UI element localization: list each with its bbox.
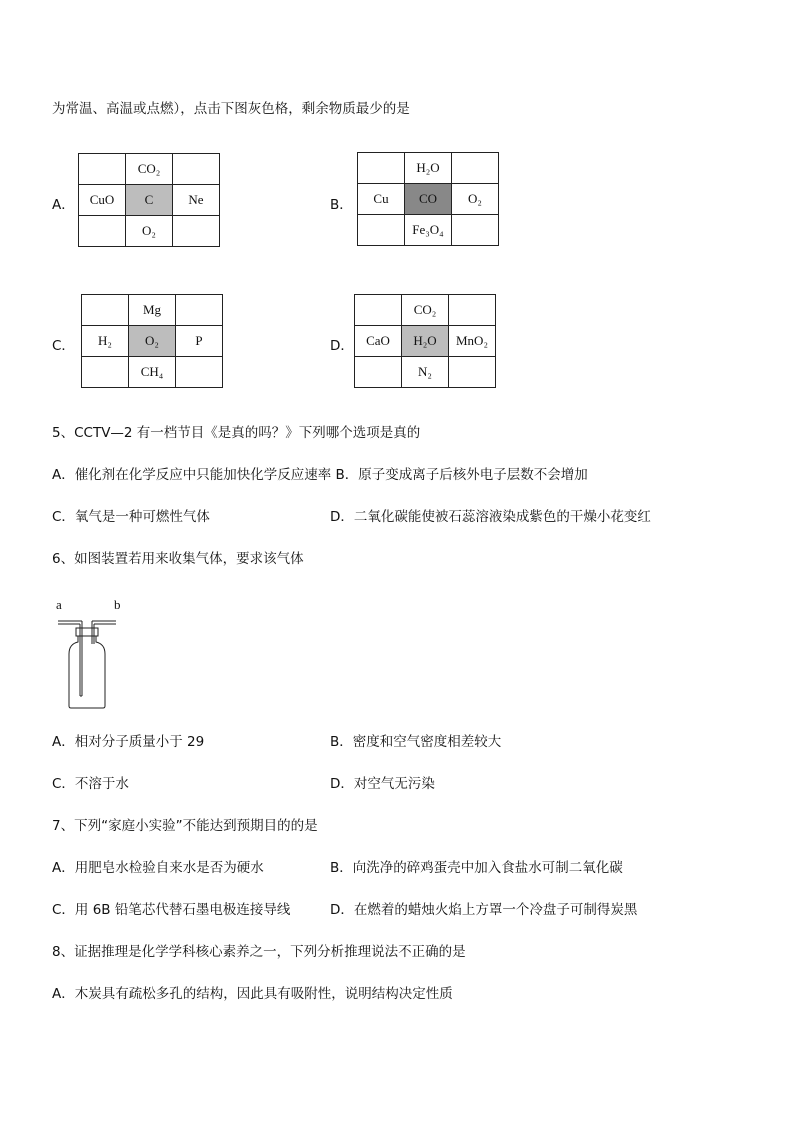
grid-cell-right: MnO₂ [449,326,496,357]
option-label-a[interactable]: A． [52,197,75,213]
grid-cell-bottom: Fe₃O₄ [405,215,452,246]
grid-cell-bottom: CH₄ [129,357,176,388]
grid-cell-top: Mg [129,295,176,326]
question-5-option-c[interactable]: C．氧气是一种可燃性气体 [52,509,210,525]
question-6-option-b[interactable]: B．密度和空气密度相差较大 [330,734,502,750]
option-label-b[interactable]: B． [330,197,353,213]
question-6-option-a[interactable]: A．相对分子质量小于 29 [52,734,205,750]
question-5-stem: 5、CCTV—2 有一档节目《是真的吗？》下列哪个选项是真的 [52,425,421,441]
option-label-d[interactable]: D． [330,338,354,354]
question-5-options-ab[interactable]: A．催化剂在化学反应中只能加快化学反应速率 B．原子变成离子后核外电子层数不会增加 [52,467,588,483]
grid-cell-left: CaO [355,326,402,357]
grid-cell-left: Cu [358,184,405,215]
grid-option-d[interactable] [354,294,496,388]
gas-bottle-figure [52,612,122,710]
figure-label-b: b [114,597,121,612]
question-6-option-c[interactable]: C．不溶于水 [52,776,129,792]
question-6-option-d[interactable]: D．对空气无污染 [330,776,435,792]
grid-option-a[interactable] [78,153,220,247]
question-8-option-a[interactable]: A．木炭具有疏松多孔的结构，因此具有吸附性，说明结构决定性质 [52,986,453,1002]
grid-cell-top: H₂O [405,153,452,184]
grid-cell-center[interactable]: CO [405,184,452,215]
grid-cell-center[interactable]: C [126,185,173,216]
question-7-option-a[interactable]: A．用肥皂水检验自来水是否为硬水 [52,860,264,876]
question-5-option-d[interactable]: D．二氧化碳能使被石蕊溶液染成紫色的干燥小花变红 [330,509,651,525]
question-7-option-d[interactable]: D．在燃着的蜡烛火焰上方罩一个冷盘子可制得炭黑 [330,902,638,918]
question-6-stem: 6、如图装置若用来收集气体，要求该气体 [52,551,304,567]
grid-cell-top: CO₂ [402,295,449,326]
grid-option-b[interactable] [357,152,499,246]
question-8-stem: 8、证据推理是化学学科核心素养之一，下列分析推理说法不正确的是 [52,944,466,960]
question-7-stem: 7、下列“家庭小实验”不能达到预期目的的是 [52,818,318,834]
grid-option-c[interactable] [81,294,223,388]
option-label-c[interactable]: C． [52,338,75,354]
grid-cell-center[interactable]: H₂O [402,326,449,357]
figure-label-a: a [56,597,62,612]
grid-cell-right: O₂ [452,184,499,215]
grid-cell-right: P [176,326,223,357]
grid-cell-right: Ne [173,185,220,216]
grid-cell-bottom: N₂ [402,357,449,388]
question-7-option-b[interactable]: B．向洗净的碎鸡蛋壳中加入食盐水可制二氧化碳 [330,860,623,876]
grid-cell-top: CO₂ [126,154,173,185]
grid-cell-center[interactable]: O₂ [129,326,176,357]
grid-cell-left: CuO [79,185,126,216]
grid-cell-left: H₂ [82,326,129,357]
grid-cell-bottom: O₂ [126,216,173,247]
intro-text: 为常温、高温或点燃），点击下图灰色格，剩余物质最少的是 [52,101,410,117]
question-7-option-c[interactable]: C．用 6B 铅笔芯代替石墨电极连接导线 [52,902,291,918]
